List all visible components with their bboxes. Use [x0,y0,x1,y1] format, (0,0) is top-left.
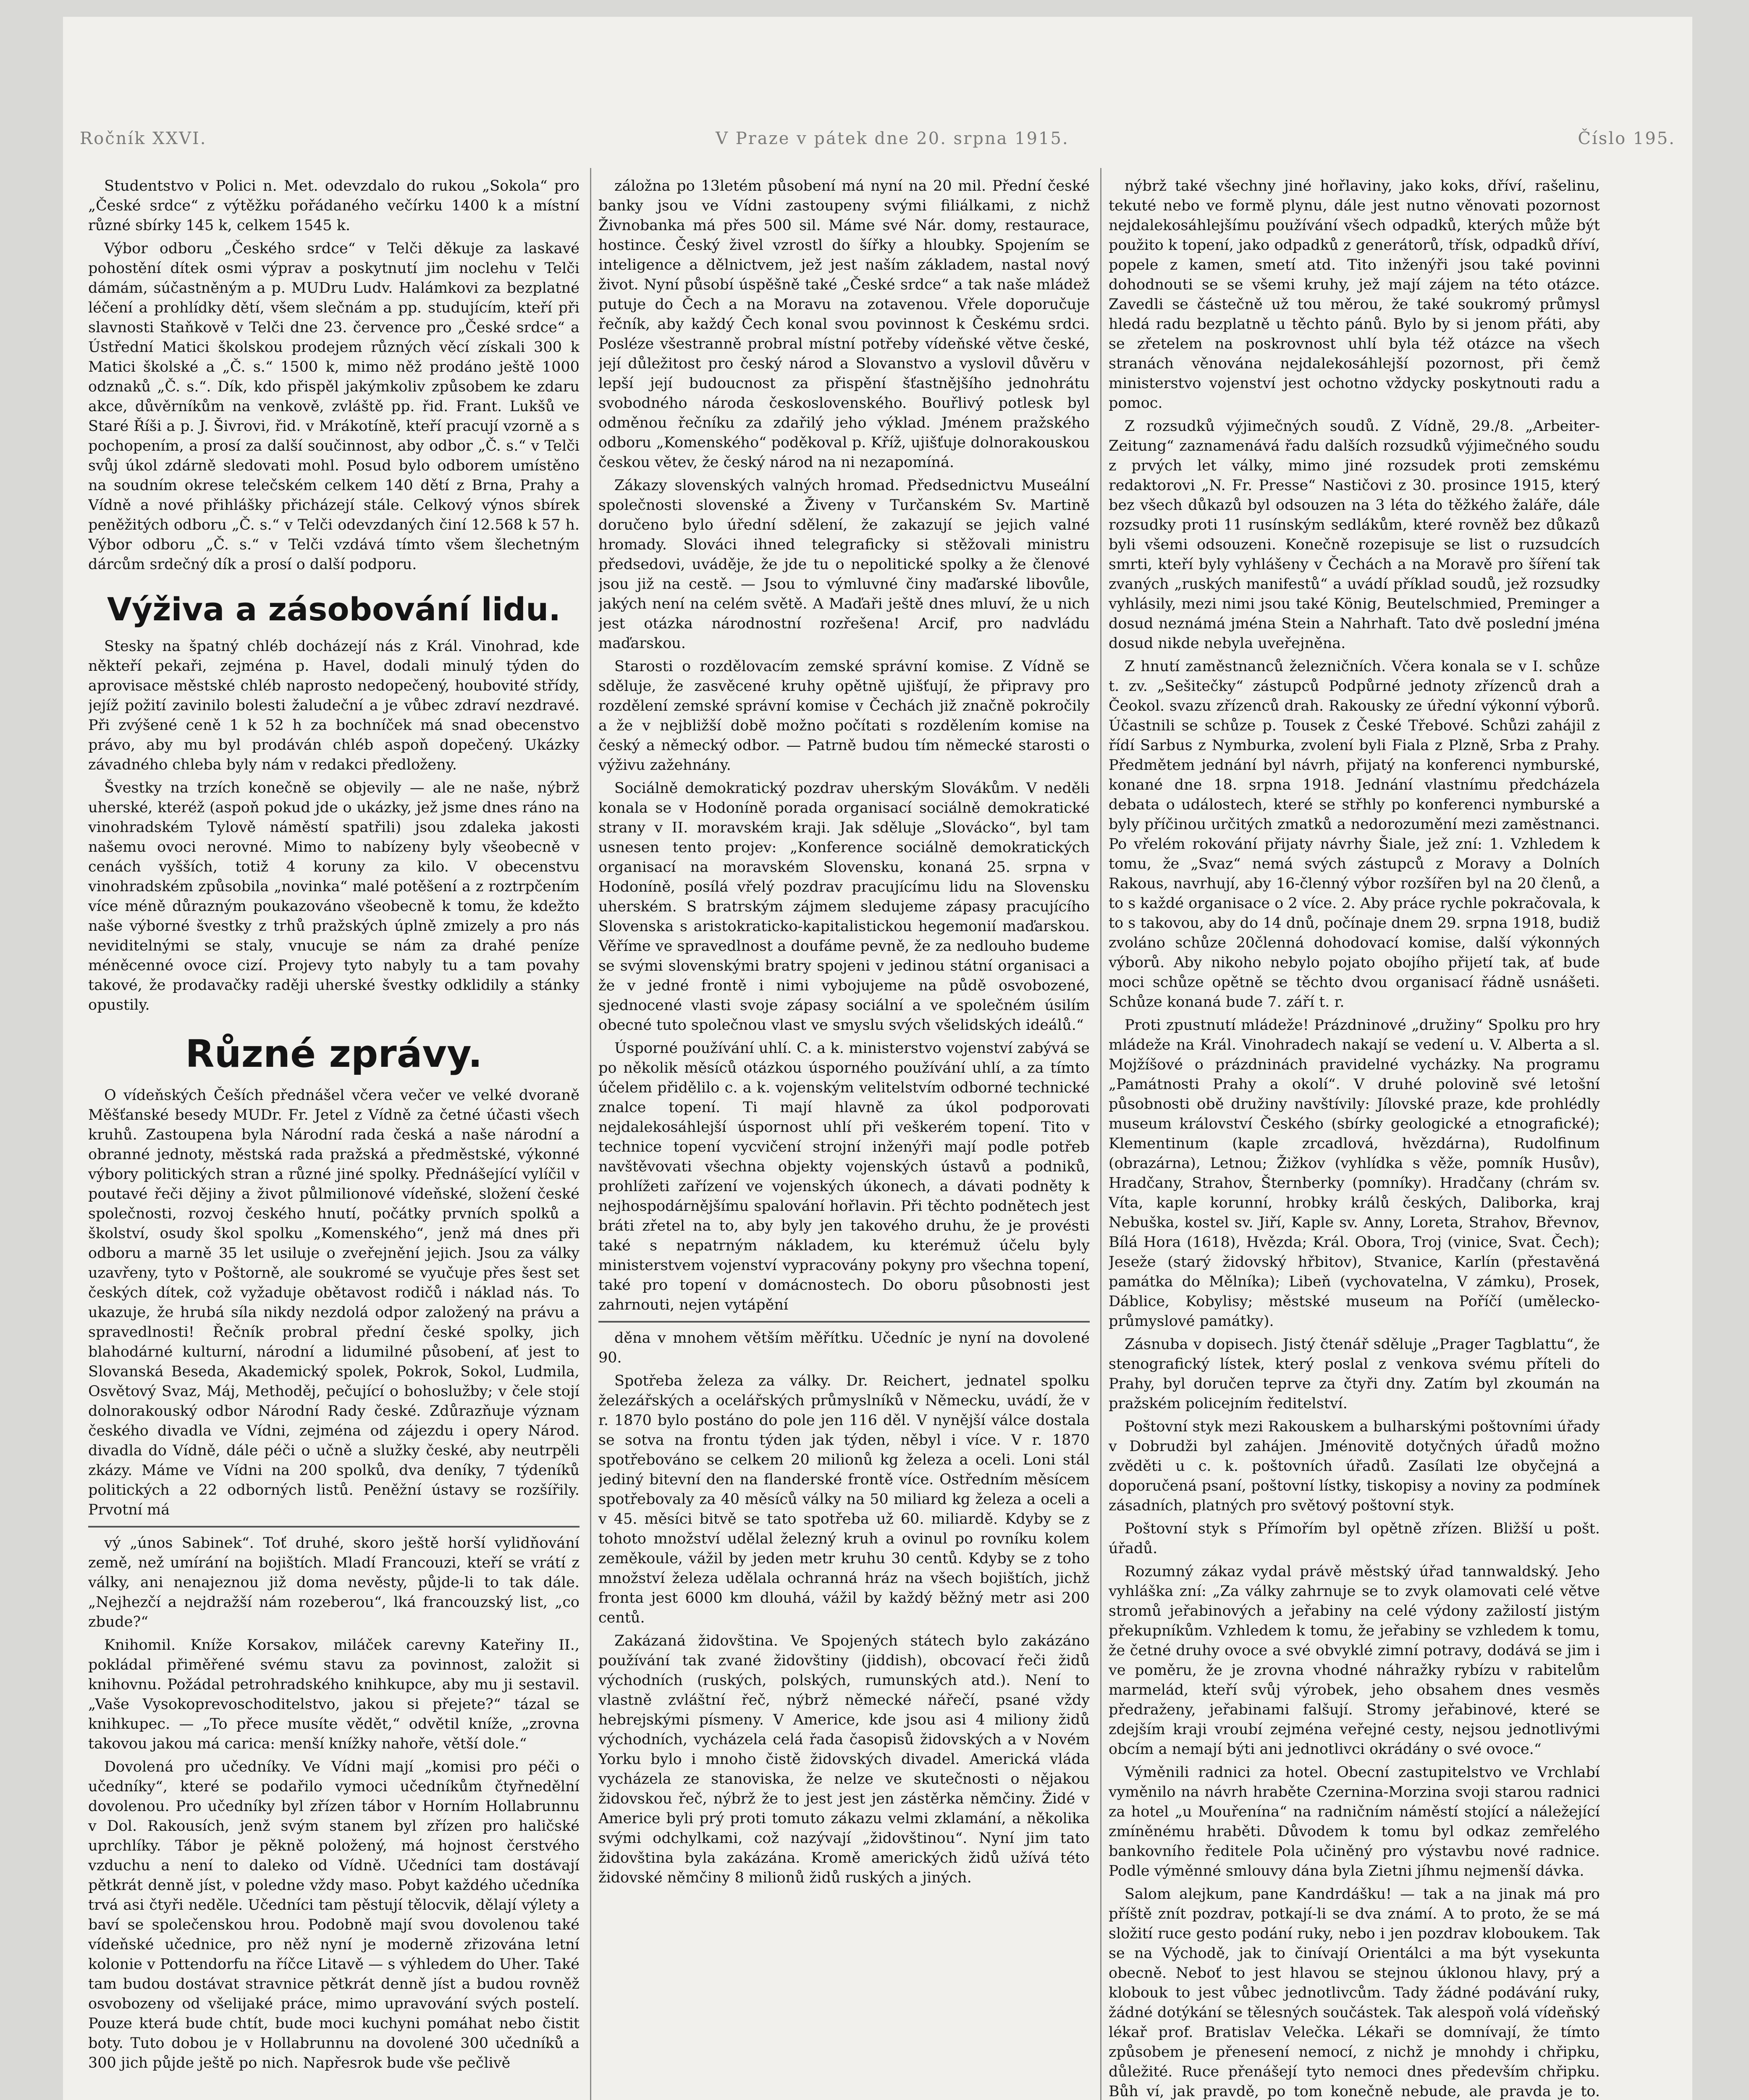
article-paragraph: Zákazy slovenských valných hromad. Předsednictvu Museální společnosti slovenské a Živeny v Turčanském Sv. Martině doručeno bylo úřední sdělení, že zakazují se jejich valné hromady. Slováci ihned telegraficky si stěžovali ministru předsedovi, uváděje, že jde tu o nepolitické spolky a že členové jsou již na cestě. — Jsou to výmluvné činy maďarské libovůle, jakých není na celém světě. A Maďaři ještě dnes mluví, že u nich jest otázka národnostní rozřešena! Arcif, pro nadvládu maďarskou. [598,477,1090,652]
article-paragraph: Z hnutí zaměstnanců železničních. Včera konala se v I. schůze t. zv. „Sešitečky“ zástupců Podpůrné jednoty zřízenců drah a Čeokol. svazu zřízenců drah. Rakousky ze úřední výkonní výborů. Účastnili se schůze p. Tousek z České Třebové. Schůzi zahájil z řídí Sarbus z Nymburka, zvolení byli Fiala z Plzně, Srba z Prahy. Předmětem jednání byl návrh, přijatý na konferenci nymburské, konané dne 18. srpna 1918. Jednání vlastnímu předcházela debata o událostech, které se střhly po konferenci nymburské a byly příčinou určitých zmatků a nedorozumění mezi zaměstnanci. Po vřelém rokování přijaty návrhy Šiale, jež zní: 1. Vzhledem k tomu, že „Svaz“ nemá svých zástupců z Moravy a Dolních Rakous, navrhují, aby 16-členný výbor rozšířen byl na 20 členů, a to s každé organisace o 2 více. 2. Aby práce rychle pokračovala, k to s takovou, aby do 14 dnů, počínaje dnem 29. srpna 1918, budiž zvoláno schůze 20členná dohodovací komise, další výkonných výborů. Aby nikoho nebylo pojato obojího přijetí tak, ať bude moci schůze opětně se těchto dvou organisací řádně usnášeti. Schůze konaná bude 7. září t. r. [1109,658,1600,1011]
column-1 [88,176,580,2100]
section-rule [598,1321,1090,1323]
article-paragraph: Zásnuba v dopisech. Jistý čtenář sděluje „Prager Tagblattu“, že stenografický lístek, který poslal z venkova svému příteli do Prahy, byl doručen teprve za čtyři dny. Zatím byl zkoumán na pražském policejním ředitelství. [1109,1336,1600,1412]
article-paragraph: Starosti o rozdělovacím zemské správní komise. Z Vídně se sděluje, že zasvěcené kruhy opětně ujišťují, že připravy pro rozdělení zemské správní komise v Čechách již značně pokročily a že v nejbližší době možno počítati s rozdělením komise na český a německý odbor. — Patrně budou tím německé starosti o výživu zažehnány. [598,658,1090,774]
article-paragraph: záložna po 13letém působení má nyní na 20 mil. Přední české banky jsou ve Vídni zastoupeny svými filiálkami, z nichž Živnobanka má přes 500 sil. Máme své Nár. domy, restaurace, hostince. Český živel vzrostl do šířky a hloubky. Spojením se inteligence a dělnictvem, jež jest naším základem, nastal nový život. Nyní působí úspěšně také „České srdce“ a tak naše mládež putuje do Čech a na Moravu na zotavenou. Vřele doporučuje řečník, aby každý Čech konal svou povinnost k Českému srdci. Posléze všestranně probral místní potřeby vídeňské větve české, její důležitost pro český národ a Slovanstvo a vyslovil důvěru v lepší její budoucnost za přispění šťastnějšího jednohrátu svobodného národa československého. Bouřlivý potlesk byl odměnou řečníku za zdařilý jeho výklad. Jménem pražského odboru „Komenského“ poděkoval p. Kříž, ujišťuje dolnorakouskou českou větev, že český národ na ni nezapomíná. [598,178,1090,471]
page-header [80,126,1676,151]
article-paragraph: Spotřeba železa za války. Dr. Reichert, jednatel spolku železářských a ocelářských průmyslníků v Německu, uvádí, že v r. 1870 bylo postáno do pole jen 116 děl. V nynější válce dostala se sotva na frontu týden jak týden, něbyl i více. V r. 1870 spotřebováno se celkem 20 milionů kg železa a oceli. Loni stál jediný bitevní den na flanderské frontě více. Ostředním měsícem spotřebovaly za 40 měsíců války na 50 miliard kg železa a oceli a v 45. měsíci bitvě se tato spotřeba už 60. miliardě. Kdyby se z tohoto množství udělal železný kruh a ovinul po rovníku kolem zeměkoule, vážil by jeden metr kruhu 30 centů. Kdyby se z toho množství železa udělala ochranná hráz na všech bojištích, jichž fronta jest 6000 km dlouhá, vážil by každý běžný metr asi 200 centů. [598,1373,1090,1626]
article-paragraph: Výbor odboru „Českého srdce“ v Telči děkuje za laskavé pohostění dítek osmi výprav a poskytnutí jim noclehu v Telči dámám, súčastněným a p. MUDru Ludv. Halámkovi za bezplatné léčení a prohlídky dětí, všem slečnám a pp. studujícím, kteří při slavnosti Staňkově v Telči dne 23. července pro „České srdce“ a Ústřední Matici školskou prodejem různých věcí získali 300 k Matici školské a „Č. s.“ 1500 k, mimo něž prodáno ještě 1000 odznaků „Č. s.“. Dík, kdo přispěl jakýmkoliv způsobem ke zdaru akce, důvěrníkům na venkově, zvláště pp. řid. Frant. Lukšů ve Staré Říši a p. J. Šivrovi, řid. v Mrákotíně, kteří pracují vzorně a s pochopením, a prosí za další součinnost, aby odbor „Č. s.“ v Telči svůj úkol zdárně sledovati mohl. Posud bylo odborem umístěno na soudním okrese telečském celkem 140 dětí z Brna, Prahy a Vídně a nové přihlášky přicházejí stále. Celkový výnos sbírek peněžitých odboru „Č. s.“ v Telči odevzdaných činí 12.568 k 57 h. Výbor odboru „Č. s.“ v Telči vzdává tímto všem šlechetným dárcům srdečný dík a prosí o další podporu. [88,240,580,573]
article-paragraph: vý „únos Sabinek“. Toť druhé, skoro ještě horší vylidňování země, než umírání na bojištích. Mladí Francouzi, kteří se vrátí z války, ani nenajeznou již doma nevěsty, půjde-li to tak dále. „Nejhezčí a nejdražší nám rozeberou“, lká francouzský list, „co zbude?“ [88,1535,580,1630]
article-paragraph: Stesky na špatný chléb docházejí nás z Král. Vinohrad, kde někteří pekaři, zejména p. Havel, dodali minulý týden do aprovisace městské chléb naprosto nedopečený, houbovité střídy, jejíž požití zavinilo bolesti žaludeční a je vůbec zdraví nezdravé. Při zvýšené ceně 1 k 52 h za bochníček má snad obecenstvo právo, aby mu byl prodáván chléb aspoň dopečený. Ukázky závadného chleba byly nám v redakci předloženy. [88,638,580,773]
article-paragraph: Výměnili radnici za hotel. Obecní zastupitelstvo ve Vrchlabí vyměnilo na návrh hraběte Czernina-Morzina svoji starou radnici za hotel „u Mouřenína“ na radničním náměstí stojící a náležející zmíněnému hraběti. Důvodem k tomu byl odkaz zemřelého bankovního ředitele Pola učiněný pro výstavbu nové radnice. Podle výměnné smlouvy dána byla Zietni jíhmu nejmenší dávka. [1109,1764,1600,1880]
article-paragraph: Rozumný zákaz vydal právě městský úřad tannwaldský. Jeho vyhláška zní: „Za války zahrnuje se to zvyk olamovati celé větve stromů jeřabinových a jeřabiny na celé výdony zažilostí jistým překupníkům. Vzhledem k tomu, že jeřabiny se vzhledem k tomu, že četné druhy ovoce a své obvyklé zimní potravy, dodává se jim i ve poměru, že je zrovna vhodné náhražky rybízu v rabitelům marmelád, kteří svůj výrobek, jeho obsahem dnes vesměs předraženy, jeřabinami falšují. Stromy jeřabinové, které se zdejším kraji vroubí zejména veřejné cesty, nejsou jednotlivými obcím a nemají býti ani jednotlivci okrádány o své ovoce.“ [1109,1563,1600,1758]
header-volume: Ročník XXVI. [80,129,207,148]
article-paragraph: Z rozsudků výjimečných soudů. Z Vídně, 29./8. „Arbeiter-Zeitung“ zaznamenává řadu dalších rozsudků výjimečného soudu z prvých let války, mimo jiné rozsudek proti zemskému redaktorovi „N. Fr. Presse“ Nastičovi z 30. prosince 1915, který bez všech důkazů byl odsouzen na 3 léta do těžkého žaláře, dále rozsudky proti 11 rusínským sedlákům, které rovněž bez důkazů byli všemi odsouzeni. Konečně rozepisuje se list o ruzsudcích smrti, kteří byly vyhlášeny v Čechách a na Moravě pro šíření tak zvaných „ruských manifestů“ a uvádí příklad soudů, jež rozsudky vyhlásily, mezi nimi jsou také König, Beutelschmied, Preminger a dosud neznámá jména Stein a Nahrhaft. Tato dvě poslední jména dosud nikde nebyla uveřejněna. [1109,418,1600,652]
header-issue: Číslo 195. [1578,129,1676,148]
article-paragraph: Švestky na trzích konečně se objevily — ale ne naše, nýbrž uherské, kteréž (aspoň pokud jde o ukázky, jež jsme dnes ráno na vinohradském Tylově náměstí spatřili) jsou zdaleka jakosti našemu ovoci nerovné. Mimo to nabízeny byly všeobecně v cenách vyšších, totiž 4 koruny za kilo. V obecenstvu vinohradském způsobila „novinka“ malé potěšení a z roztrpčením více méně důrazným poukazováno všeobecně k tomu, že kdežto naše výborné švestky z trhů pražských úplně zmizely a pro nás neviditelnými se staly, vnucuje se nám za drahé peníze méněcenné ovoce cizí. Projevy tyto nabyly tu a tam povahy takové, že prodavačky raději uherské švestky odklidily a stánky opustily. [88,780,580,1013]
article-paragraph: nýbrž také všechny jiné hořlaviny, jako koks, dříví, rašelinu, tekuté nebo ve formě plynu, dále jest nutno věnovati pozornost nejdalekosáhlejšímu používání všech odpadků, kterých může být použito k topení, jako odpadků z generátorů, třísk, odpadků dříví, popele z kamen, smetí atd. Tito inženýři jsou také povinni dohodnouti se se všemi kruhy, jež mají zájem na této otázce. Zavedli se částečně už tou měrou, že také soukromý průmysl hledá radu bezplatně u těchto pánů. Bylo by si jenom přáti, aby se zřetelem na poskrovnost uhlí byla též otázce na všech stranách věnována nejdalekosáhlejší pozornost, při čemž ministerstvo vojenství jest ochotno vždycky poskytnouti radu a pomoc. [1109,178,1600,412]
article-paragraph: Knihomil. Kníže Korsakov, miláček carevny Kateřiny II., pokládal přiměřené svému stavu za povinnost, založit si knihovnu. Požádal petrohradského knihkupce, aby mu ji sestavil. „Vaše Vysokoprevoschoditelstvo, jakou si přejete?“ tázal se knihkupec. — „To přece musíte vědět,“ odvětil kníže, „zrovna takovou jakou má carica: menší knížky nahoře, větší dole.“ [88,1637,580,1752]
article-paragraph: O vídeňských Češích přednášel včera večer ve velké dvoraně Měšťanské besedy MUDr. Fr. Jetel z Vídně za četné účasti všech kruhů. Zastoupena byla Národní rada česká a naše národní a obranné jednoty, městská rada pražská a předměstské, výkonné výbory politických stran a různé jiné spolky. Přednášející vylíčil v poutavé řeči dějiny a život půlmilionové vídeňské, složení české společnosti, rozvoj českého hnutí, počátky prvních spolků a školství, osudy škol spolku „Komenského“, jenž má dnes při odboru a marně 35 let usiluje o zveřejnění jejich. Jsou za války uzavřeny, tyto v Poštorně, ale soukromé se vyučuje přes šest set českých dítek, což vyžaduje obětavost rodičů i náklad nás. To ukazuje, že hrubá síla nikdy nezdolá odpor založený na právu a spravedlnosti! Řečník probral přední české spolky, jich blahodárné kulturní, národní a lidumilné působení, ať jest to Slovanská Beseda, Akademický spolek, Pokrok, Sokol, Ludmila, Osvětový Svaz, Máj, Methoděj, pečující o bohoslužby; v čele stojí dolnorakouský odbor Národní Rady české. Zdůrazňuje význam českého divadla ve Vídni, zejména od zájezdu i opery Národ. divadla do Vídně, dále péči o učně a služky české, aby neutrpěli zkázy. Máme ve Vídni na 200 spolků, dva deníky, 7 týdeníků politických a 22 odborných listů. Peněžní ústavy se rozšířily. Prvotní má [88,1087,580,1518]
column-divider [590,168,591,2100]
article-paragraph: Salom alejkum, pane Kandrdášku! — tak a na jinak má pro příště znít pozdrav, potkají-li se dva známí. A to proto, že se má složití ruce gesto podání ruky, nebo i jen pozdrav kloboukem. Tak se na Východě, jak to činívají Orientálci a ma být vysekunta obecně. Neboť to jest hlavou se stejnou úklonou hlavy, prý a klobouk to jest vůbec jednotlivcům. Tady žádné podávání ruky, žádné dotýkání se tělesných součástek. Tak alespoň volá vídeňský lékař prof. Bratislav Velečka. Lékaři se domnívají, že tímto způsobem je přenesení nemocí, z nichž je mnohdy i chřipku, důležité. Ruce přenášejí tyto nemoci dnes především chřipku. Bůh ví, jak pravdě, po tom konečně nebude, ale pravda je to. [1109,1886,1600,2100]
article-paragraph: děna v mnohem větším měřítku. Učedníc je nyní na dovolené 90. [598,1330,1090,1366]
article-paragraph: Zakázaná židovština. Ve Spojených státech bylo zakázáno používání tak zvané židovštiny (jiddish), obcovací řeči židů východních (ruských, polských, rumunských atd.). Není to vlastně zvláštní řeč, nýbrž německé nářečí, psané vždy hebrejskými písmeny. V Americe, kde jsou asi 4 miliony židů východních, vycházela celá řada časopisů židovských a v Novém Yorku bylo i mnoho čistě židovských divadel. Americká vláda vycházela ze stanoviska, že nelze ve skutečnosti o nějakou židovskou řeč, nýbrž že to jest jest jen zástěrka němčiny. Židé v Americe byli prý proti tomuto zákazu velmi zklamání, a několika svými odchylkami, což nazývají „židovštinou“. Nyní jim tato židovština byla zakázána. Kromě amerických židů užívá této židovské němčiny 8 milionů židů ruských a jiných. [598,1633,1090,1886]
article-paragraph: Sociálně demokratický pozdrav uherským Slovákům. V neděli konala se v Hodoníně porada organisací sociálně demokratické strany v II. moravském kraji. Jak sděluje „Slovácko“, byl tam usnesen tento projev: „Konference sociálně demokratických organisací na moravském Slovensku, konaná 25. srpna v Hodoníně, posílá vřelý pozdrav pracujícímu lidu na Slovensku uherském. S bratrským zájmem sledujeme zápasy pracujícího Slovenska s aristokraticko-kapitalistickou hegemonií maďarskou. Věříme ve spravedlnost a doufáme pevně, že za nedlouho budeme se svými slovenskými bratry spojeni v jedinou státní organisaci a že v jedné frontě i nimi vybojujeme na půdě osvobozené, sjednocené vlasti svoje zápasy sociální a ve společném úsilím obecné tuto společnou vlast ve smyslu svých všelidských ideálů.“ [598,780,1090,1034]
column-2 [598,176,1090,2100]
section-heading: Výživa a zásobování lidu. [107,591,561,628]
article-paragraph: Poštovní styk s Přímořím byl opětně zřízen. Bližší u pošt. úřadů. [1109,1520,1600,1557]
article-paragraph: Úsporné používání uhlí. C. a k. ministerstvo vojenství zabývá se po několik měsíců otázkou úsporného používání uhlí, a za tímto účelem přidělilo c. a k. vojenským velitelstvím odborné technické znalce topení. Ti mají hlavně za úkol podporovati nejdalekosáhlejší úspornost uhlí při veškerém topení. Tito v technice topení vycvičení strojní inženýři mají podle potřeb navštěvovati všechna objekty vojenských ústavů a podniků, prohlížeti zařízení ve vojenských úkonech, a dávati podněty k nejhospodárnějšímu spalování hořlavin. Při těchto podnětech jest bráti zřetel na to, aby byly jen takového druhu, že je provésti také s nepatrným nákladem, ku kterémuž účelu byly ministerstvem vojenství vypracovány pokyny pro všechna topení, také pro topení v domácnostech. Do oboru působnosti jest zahrnouti, nejen vytápění [598,1040,1090,1313]
newspaper-page [63,17,1692,2100]
column-divider [1100,168,1101,2100]
article-paragraph: Dovolená pro učedníky. Ve Vídni mají „komisi pro péči o učedníky“, které se podařilo vymoci učedníkům čtyřnedělní dovolenou. Pro učedníky byl zřízen tábor v Horním Hollabrunnu v Dol. Rakousích, jenž svým stanem byl zřízen pro haličské uprchlíky. Tábor je pěkně položený, má hojnost čerstvého vzduchu a není to daleko od Vídně. Učedníci tam dostávají pětkrát denně jíst, v poledne vždy maso. Pobyt každého učedníka trvá asi čtyři neděle. Učedníci tam pěstují tělocvik, dělají výlety a baví se společenskou hrou. Podobně mají svou dovolenou také vídeňské učednice, pro něž nyní je moderně zřizována letní kolonie v Pottendorfu na říčce Litavě — s výhledem do Uher. Také tam budou dostávat stravnice pětkrát denně jíst a budou rovněž osvobozeny od všelijaké práce, mimo upravování svých postelí. Pouze která bude chtít, bude moci kuchyni pomáhat nebo čistit boty. Tuto dobou je v Hollabrunnu na dovolené 300 učedníků a 300 jich půjde ještě po nich. Napřesrok bude vše pečlivě [88,1759,580,2071]
header-date: V Praze v pátek dne 20. srpna 1915. [716,129,1069,148]
section-rule [88,1526,580,1528]
article-paragraph: Poštovní styk mezi Rakouskem a bulharskými poštovními úřady v Dobrudži byl zahájen. Jménovitě dotyčných úřadů možno zvěděti u c. k. poštovních úřadů. Zasílati lze obyčejná a doporučená psaní, poštovní lístky, tiskopisy a noviny za podmínek zásadních, platných pro světový poštovní styk. [1109,1418,1600,1514]
section-heading: Různé zprávy. [185,1032,482,1076]
column-3 [1109,176,1600,2100]
article-paragraph: Studentstvo v Polici n. Met. odevzdalo do rukou „Sokola“ pro „České srdce“ z výtěžku pořádaného večírku 1400 k a místní různé sbírky 145 k, celkem 1545 k. [88,178,580,234]
article-paragraph: Proti zpustnutí mládeže! Prázdninové „družiny“ Spolku pro hry mládeže na Král. Vinohradech nakají se vedení u. V. Alberta a sl. Mojžíšové o prázdninách pravidelné vycházky. Na programu „Památnosti Prahy a okolí“. V druhé polovině své letošní působnosti obě družiny navštívily: Jílovské praze, kde prohlédly museum království Českého (sbírky geologické a etnografické); Klementinum (kaple zrcadlová, hvězdárna), Rudolfinum (obrazárna), Letnou; Žižkov (vyhlídka s věže, pomník Husův), Hradčany, Strahov, Šternberky (pomníky). Hradčany (chrám sv. Víta, kaple korunní, hrobky králů českých, Daliborka, kraj Nebuška, kostel sv. Jiří, Kaple sv. Anny, Loreta, Strahov, Břevnov, Bílá Hora (1618), Hvězda; Král. Obora, Troj (vinice, Svat. Čech); Jeseže (starý židovský hřbitov), Stvanice, Karlín (přestavěná památka do Mělníka); Libeň (vychovatelna, V zámku), Prosek, Dáblice, Kobylisy; městské museum na Poříčí (umělecko-průmyslové památky). [1109,1017,1600,1330]
